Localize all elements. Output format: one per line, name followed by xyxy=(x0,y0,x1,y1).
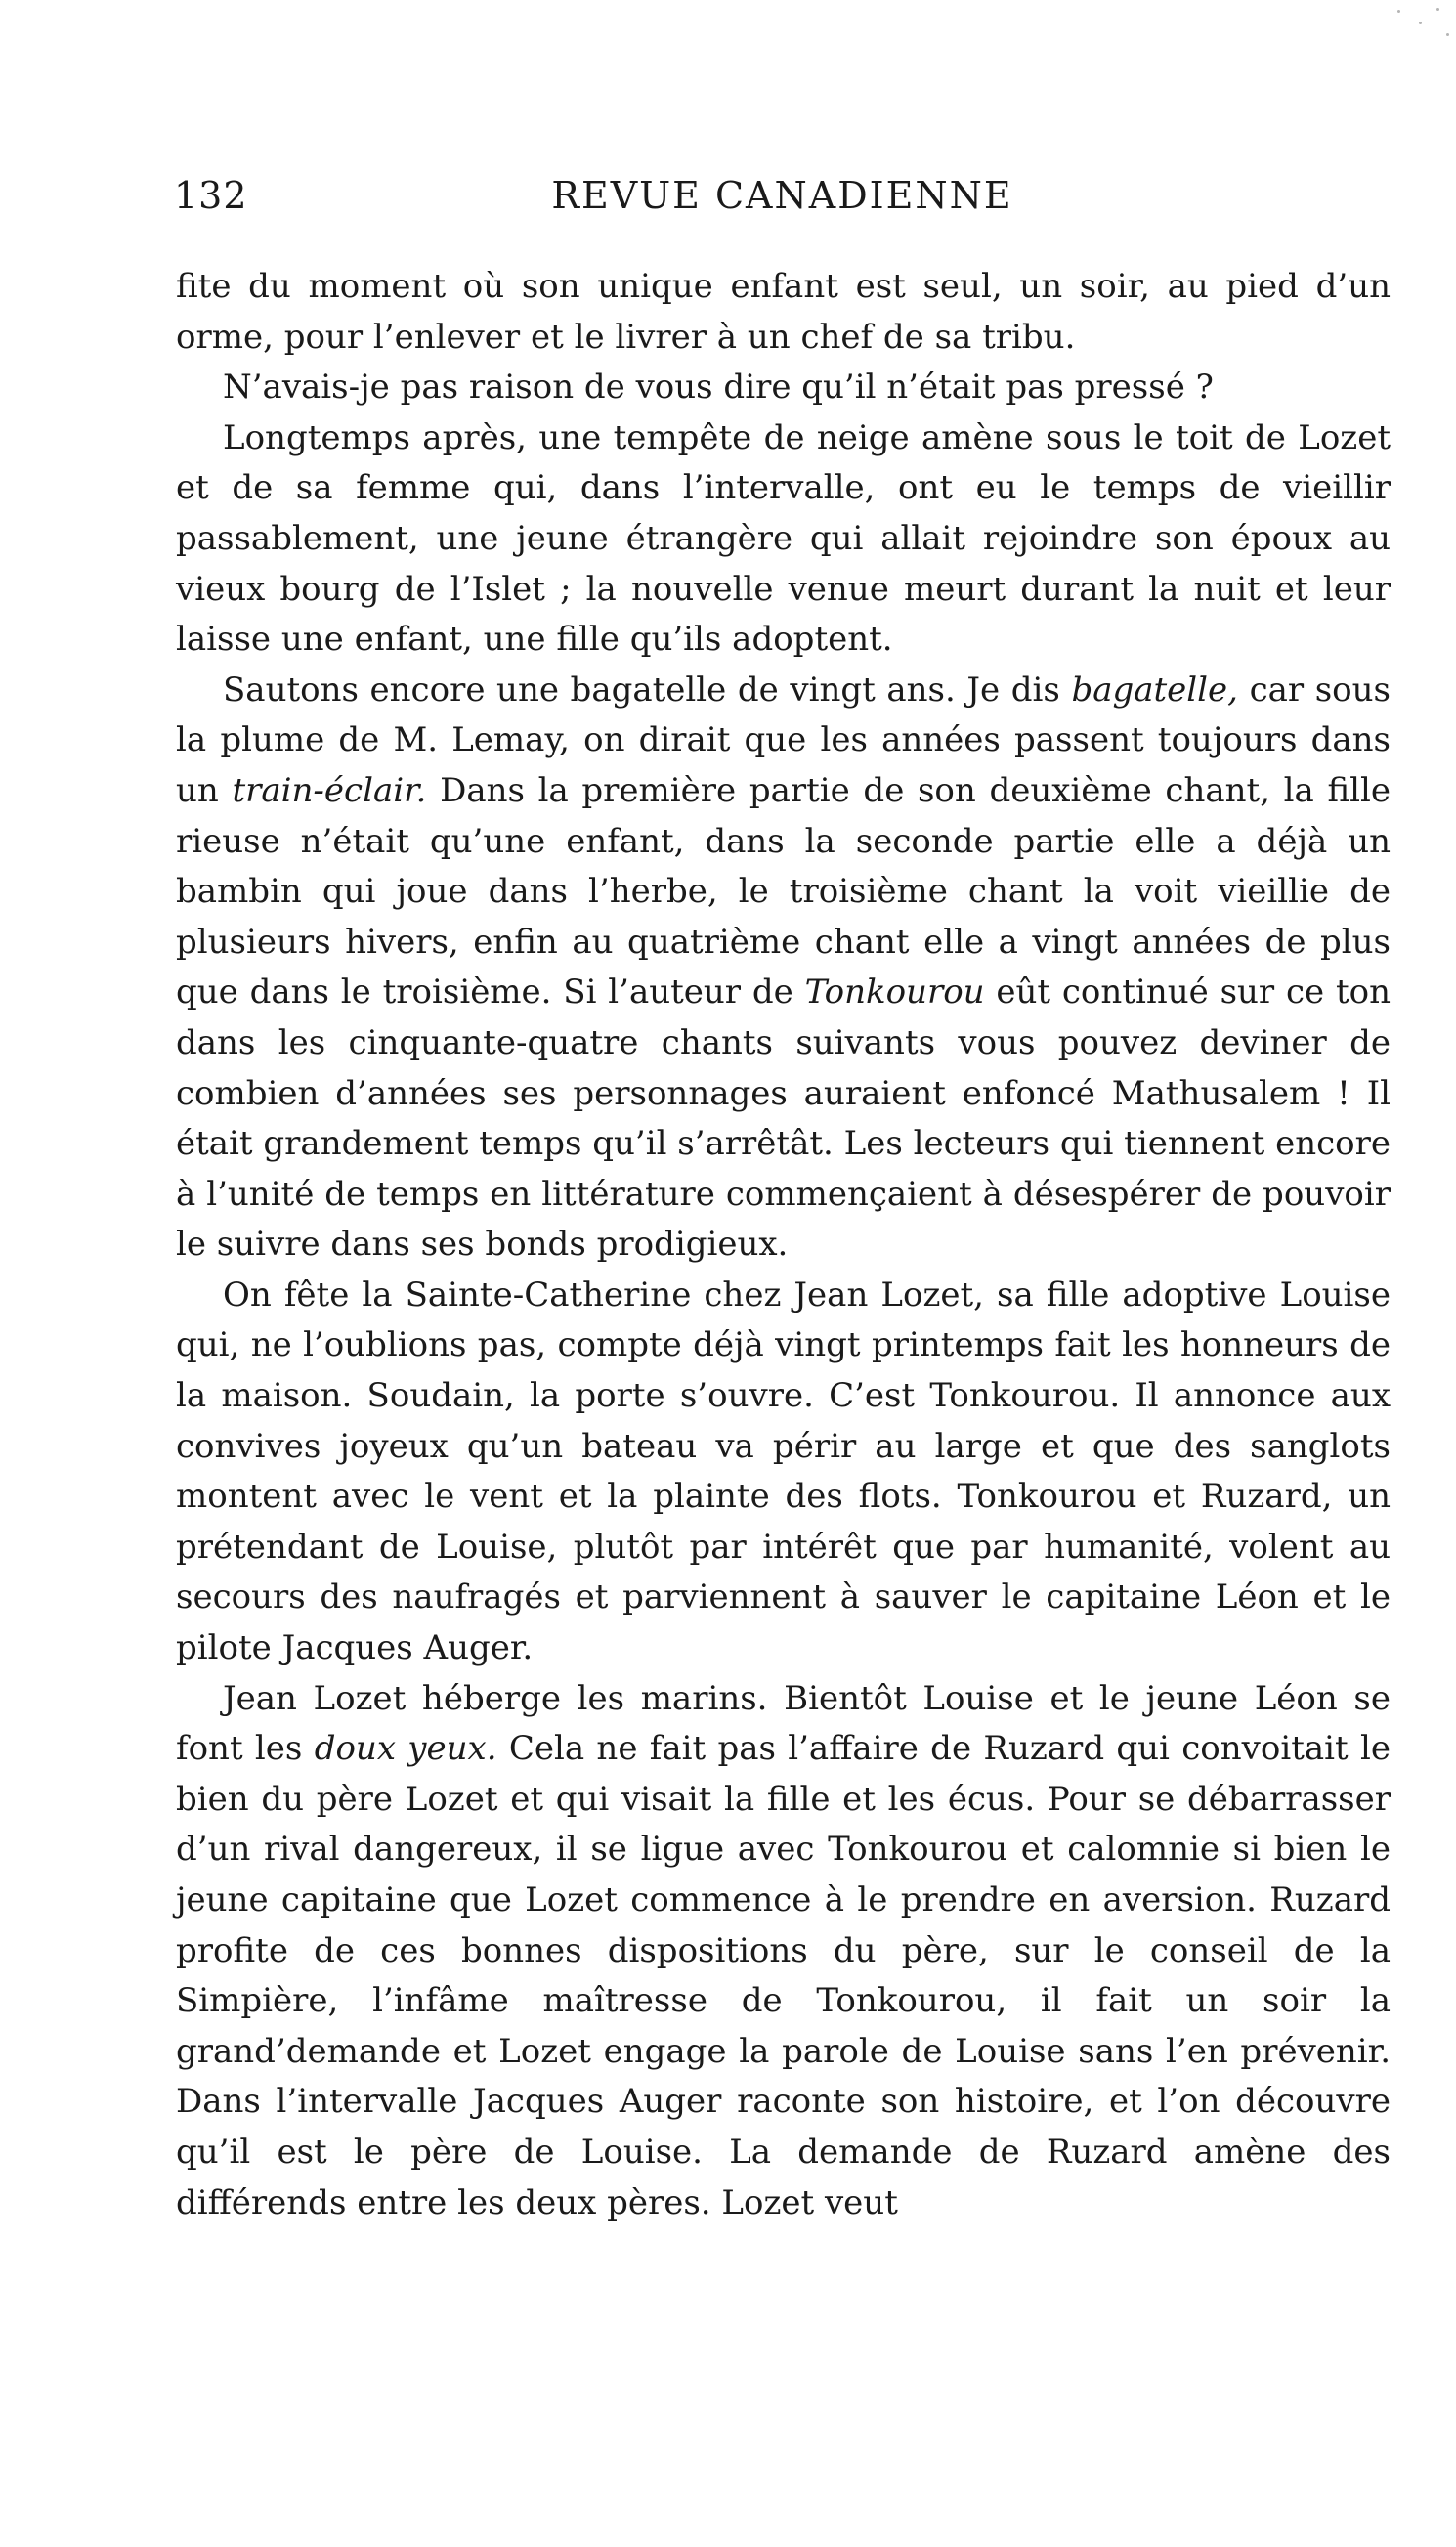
text-run: Dans la première partie de son deuxième chant, la fille rieuse n’était qu’une enfant, dans la seconde partie elle a déjà un bambin qui joue dans l’herbe, le troisième chant la voit vieillie de plusieurs hivers, enfin au quatrième chant elle a vingt années de plus que dans le troisième. Si l’auteur de xyxy=(176,770,1392,1013)
italic-term: train-éclair. xyxy=(232,770,427,810)
text-run: car sous la plume de M. Lemay, on dirait que les années passent toujours dans un xyxy=(176,669,1391,810)
scan-artifact xyxy=(1368,0,1456,59)
italic-term: doux yeux. xyxy=(314,1729,497,1769)
paragraph: On fête la Sainte-Catherine chez Jean Lozet, sa fille adoptive Louise qui, ne l’oublions pas, compte déjà vingt printemps fait les honneurs de la maison. Soudain, la porte s’ouvre. C’est Tonkourou. Il annonce aux convives joyeux qu’un bateau va périr au large et que des sanglots montent avec le vent et la plainte des flots. Tonkourou et Ruzard, un prétendant de Louise, plutôt par intérêt que par humanité, volent au secours des naufragés et parviennent à sauver le capitaine Léon et le pilote Jacques Auger. xyxy=(176,1274,1391,1668)
body-text xyxy=(176,262,1391,2228)
italic-title: Tonkourou xyxy=(804,972,985,1013)
running-header xyxy=(174,174,1391,229)
paragraph xyxy=(176,1674,1391,2229)
text-run: eût continué sur ce ton dans les cinquante-quatre chants suivants vous pouvez deviner de combien d’années ses personnages auraient enfoncé Mathusalem ! Il était grandement temps qu’il s’arrêtât. Les lecteurs qui tiennent encore à l’unité de temps en littérature commençaient à désespérer de pouvoir le suivre dans ses bonds prodigieux. xyxy=(176,972,1392,1265)
text-run: Sautons encore une bagatelle de vingt ans. Je dis xyxy=(223,669,1072,710)
paragraph: N’avais-je pas raison de vous dire qu’il n’était pas pressé ? xyxy=(223,367,1214,408)
text-run: Jean Lozet héberge les marins. Bientôt Louise et le jeune Léon se font les xyxy=(176,1678,1391,1769)
paragraph-continuation: fite du moment où son unique enfant est seul, un soir, au pied d’un orme, pour l’enlever et le livrer à un chef de sa tribu. xyxy=(176,267,1391,357)
text-run: Cela ne fait pas l’affaire de Ruzard qui convoitait le bien du père Lozet et qui visait la fille et les écus. Pour se débarrasser d’un rival dangereux, il se ligue avec Tonkourou et calomnie si bien le jeune capitaine que Lozet commence à le prendre en aversion. Ruzard profite de ces bonnes dispositions du père, sur le conseil de la Simpière, l’infâme maîtresse de Tonkourou, il fait un soir la grand’demande et Lozet engage la parole de Louise sans l’en prévenir. Dans l’intervalle Jacques Auger raconte son histoire, et l’on découvre qu’il est le père de Louise. La demande de Ruzard amène des différends entre les deux pères. Lozet veut xyxy=(176,1729,1391,2223)
paragraph xyxy=(176,666,1391,1271)
page-number: 132 xyxy=(174,174,248,217)
paragraph: Longtemps après, une tempête de neige amène sous le toit de Lozet et de sa femme qui, dans l’intervalle, ont eu le temps de vieillir passablement, une jeune étrangère qui allait rejoindre son époux au vieux bourg de l’Islet ; la nouvelle venue meurt durant la nuit et leur laisse une enfant, une fille qu’ils adoptent. xyxy=(176,417,1391,660)
journal-title: REVUE CANADIENNE xyxy=(551,174,1013,217)
italic-term: bagatelle, xyxy=(1071,669,1238,710)
